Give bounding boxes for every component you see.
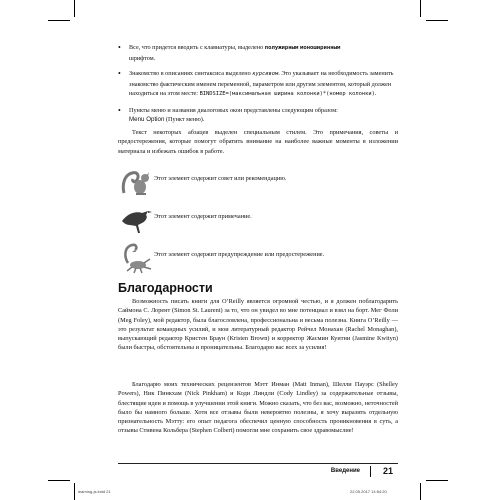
footer-rule xyxy=(118,463,398,464)
note-text: Этот элемент содержит примечание. xyxy=(154,213,252,220)
crop-mark xyxy=(420,483,421,500)
footer-separator xyxy=(370,466,371,477)
note-note xyxy=(118,201,398,241)
intro-paragraph: Текст некоторых абзацев выделен специальным стилем. Это примечания, советы и предостережения, которые помогут обратить внимание на наиболее важные моменты в изложении материала и избежать ошибок в работе. xyxy=(118,129,398,155)
scorpion-icon xyxy=(118,239,154,275)
code-sample: BINDSIZE=(максимальная ширина колонки)*(номер колонки) xyxy=(199,91,375,97)
acknowledgements-paragraph: Благодарю моих технических рецензентов Мэтт Инман (Matt Inman), Шелли Пауэрс (Shelley Powers), Ник Пинкхам (Nick Pinkham) и Коди Линдли (Cody Lindley) за содержательные отзывы, блестящие идеи и помощь в улучшении этой книги. Можно сказать, что без вас, возможно, неточностей было бы намного больше. Хотя все отзывы были невероятно полезны, я хочу выразить отдельную признательность Мэтту: его опыт педагога обеспечил ценную способность проникновения в суть, а отзывы Стивена Кольбера (Stephen Colbert) помогли мне сохранить свое здравомыслие! xyxy=(118,381,398,435)
crop-mark xyxy=(74,483,75,500)
list-item: • Знакомство в описаниях синтаксиса выделено курсивом. Это указывает на необходимость заменить знакомство фактическим именем переменной, параметром или другим элементом, который должен находиться на этом месте: BINDSIZE=(максимальная ширина колонки)*(номер колонки). xyxy=(118,69,398,100)
list-item: • Все, что придется вводить с клавиатуры, выделено полужирным моноширинным шрифтом. xyxy=(118,43,398,63)
bold-mono-sample: моноширинным xyxy=(299,45,341,51)
page-number: 21 xyxy=(382,466,393,476)
footer-chapter-label: Введение xyxy=(330,468,360,474)
crop-mark xyxy=(74,0,75,17)
bold-mono-sample: полужирным xyxy=(264,45,299,51)
note-warning xyxy=(118,239,398,279)
italic-sample: курсивом xyxy=(252,71,279,77)
note-tip xyxy=(118,163,398,203)
list-item: • Пункты меню и названия диалоговых окон представлены следующим образом: Menu Option (Пункт меню). xyxy=(118,106,398,125)
conventions-list xyxy=(118,43,398,131)
note-text: Этот элемент содержит предупреждение или предостережение. xyxy=(154,251,325,258)
print-slug-left: learning-js.indd 21 xyxy=(78,489,111,494)
note-text: Этот элемент содержит совет или рекомендацию. xyxy=(154,175,287,182)
crop-mark xyxy=(426,20,448,21)
book-page xyxy=(118,0,398,500)
acknowledgements-paragraph: Возможность писать книги для O’Reilly является огромной честью, и я должен поблагодарить Саймона С. Лорент (Simon St. Laurent) за то, что он увидел во мне потенциал и взял на борт. Мег Фоли (Meg Foley), мой редактор, была благословлена, профессиональна и весьма полезна. Книга O’Reilly — это результат командных усилий, и мои литературный редактор Рейчел Монахан (Rachel Monaghan), выпускающий редактор Кристен Браун (Kristen Brown) и корректор Жасмин Куитни (Jasmine Kwityn) были быстры, обстоятельны и проницательны. Благодарю вас всех за усилия! xyxy=(118,298,398,352)
crop-mark xyxy=(420,0,421,17)
crop-mark xyxy=(426,480,448,481)
crow-icon xyxy=(118,201,154,237)
menu-sample: Menu Option xyxy=(129,116,165,123)
squirrel-icon xyxy=(118,163,154,199)
crop-mark xyxy=(48,20,70,21)
print-slug-right: 22.05.2017 14:54:20 xyxy=(350,489,387,494)
crop-mark xyxy=(48,480,70,481)
section-heading: Благодарности xyxy=(118,281,213,295)
